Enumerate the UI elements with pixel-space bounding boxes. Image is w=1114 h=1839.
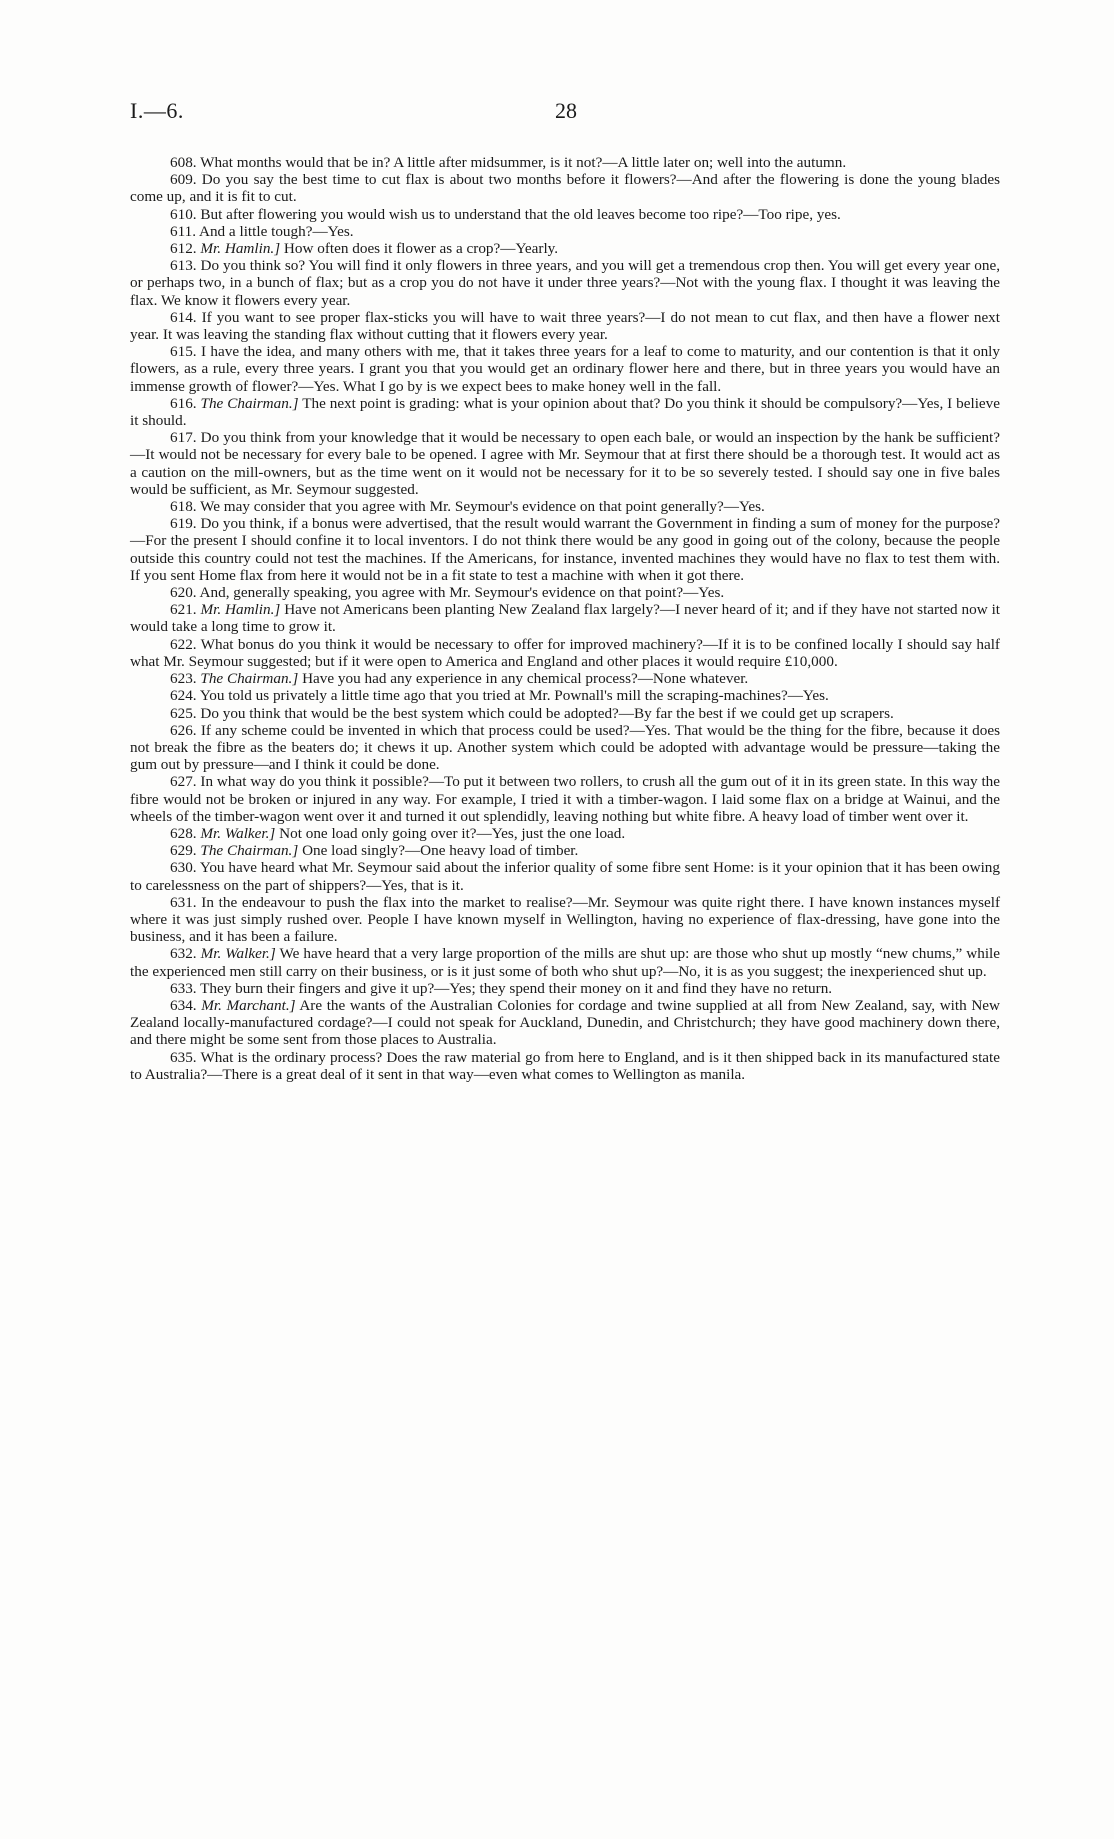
- evidence-paragraph: [130, 980, 1000, 997]
- evidence-paragraph: [130, 171, 1000, 205]
- evidence-paragraph: [130, 257, 1000, 309]
- question-number: 622.: [170, 635, 197, 653]
- evidence-paragraph: [130, 1049, 1000, 1083]
- question-number: 612.: [170, 240, 197, 258]
- question-number: 631.: [170, 893, 197, 911]
- question-answer-text: We may consider that you agree with Mr. Seymour's evidence on that point generally?—Yes.: [200, 498, 765, 516]
- speaker-name: Mr. Walker.]: [200, 945, 276, 963]
- question-number: 625.: [170, 704, 197, 722]
- question-number: 627.: [170, 773, 197, 791]
- question-answer-text: What months would that be in? A little after midsummer, is it not?—A little later on; well into the autumn.: [200, 154, 847, 171]
- evidence-paragraph: [130, 601, 1000, 635]
- question-number: 613.: [170, 257, 197, 275]
- question-answer-text: Have you had any experience in any chemical process?—None whatever.: [302, 670, 749, 688]
- evidence-paragraph: [130, 842, 1000, 859]
- evidence-paragraph: [130, 894, 1000, 946]
- question-number: 618.: [170, 498, 197, 516]
- speaker-name: The Chairman.]: [200, 670, 299, 688]
- question-number: 619.: [170, 515, 197, 533]
- question-answer-text: But after flowering you would wish us to understand that the old leaves become too ripe?—Too ripe, yes.: [200, 205, 841, 223]
- question-answer-text: What bonus do you think it would be necessary to offer for improved machinery?—If it is to be confined locally I should say half what Mr. Seymour suggested; but if it were open to America and England and other places it would require £10,000.: [130, 635, 1000, 670]
- evidence-paragraph: [130, 223, 1000, 240]
- question-answer-text: I have the idea, and many others with me, that it takes three years for a leaf to come to maturity, and our contention is that it only flowers, as a rule, every three years. I grant you that you would get an ordinary flower here and there, but in three years you would have an immense growth of flower?—Yes. What I go by is we expect bees to make honey well in the fall.: [130, 343, 1000, 395]
- evidence-paragraph: [130, 343, 1000, 395]
- evidence-paragraph: [130, 670, 1000, 687]
- question-number: 635.: [170, 1048, 197, 1066]
- evidence-paragraph: [130, 859, 1000, 893]
- question-answer-text: You have heard what Mr. Seymour said about the inferior quality of some fibre sent Home: is it your opinion that it has been owing to carelessness on the part of shippers?—Yes, that is it.: [130, 859, 1000, 894]
- question-answer-text: In what way do you think it possible?—To put it between two rollers, to crush all the gum out of it in its green state. In this way the fibre would not be broken or injured in any way. For example, I tried it with a timber-wagon. I laid some flax on a bridge at Wainui, and the wheels of the timber-wagon went over it and turned it out splendidly, leaving nothing but white fibre. A heavy load of timber went over it.: [130, 773, 1001, 825]
- question-answer-text: Do you think so? You will find it only flowers in three years, and you will get a tremendous crop then. You will get every year one, or perhaps two, in a bunch of flax; but as a crop you do not have it under three years?—Not with the young flax. I thought it was leaving the flax. We know it flowers every year.: [130, 257, 1000, 309]
- speaker-name: Mr. Hamlin.]: [200, 601, 281, 619]
- question-number: 634.: [170, 996, 197, 1014]
- question-number: 609.: [170, 171, 197, 189]
- page-header: [130, 98, 1002, 128]
- question-number: 615.: [170, 343, 197, 361]
- speaker-name: Mr. Walker.]: [200, 824, 276, 842]
- question-answer-text: Do you think, if a bonus were advertised, that the result would warrant the Government in finding a sum of money for the purpose?—For the present I should confine it to local inventors. I do not think there would be any good in going out of the colony, because the people outside this country could not test the machines. If the Americans, for instance, invented machines they would have no flax to test them with. If you sent Home flax from here it would not be in a fit state to test a machine with when it got there.: [130, 515, 1001, 584]
- question-number: 628.: [170, 824, 197, 842]
- evidence-paragraph: [130, 687, 1000, 704]
- question-number: 633.: [170, 979, 197, 997]
- speaker-name: Mr. Marchant.]: [201, 996, 296, 1014]
- evidence-paragraph: [130, 705, 1000, 722]
- evidence-text: [130, 154, 1000, 1083]
- question-answer-text: In the endeavour to push the flax into the market to realise?—Mr. Seymour was quite right there. I have known instances myself where it was just simply rushed over. People I have known myself in Wellington, having no experience of flax-dressing, have gone into the business, and it has been a failure.: [130, 893, 1000, 946]
- speaker-name: Mr. Hamlin.]: [200, 240, 281, 258]
- question-answer-text: What is the ordinary process? Does the raw material go from here to England, and is it then shipped back in its manufactured state to Australia?—There is a great deal of it sent in that way—even what comes to Wellington as manila.: [130, 1048, 1000, 1083]
- evidence-paragraph: [130, 429, 1000, 498]
- question-answer-text: Do you think that would be the best system which could be adopted?—By far the best if we could get up scrapers.: [200, 704, 894, 722]
- question-answer-text: Not one load only going over it?—Yes, just the one load.: [279, 824, 626, 842]
- question-number: 611.: [170, 222, 197, 240]
- document-reference: I.—6.: [130, 98, 184, 123]
- question-number: 624.: [170, 687, 197, 705]
- question-number: 621.: [170, 601, 197, 619]
- question-number: 616.: [170, 394, 197, 412]
- evidence-paragraph: [130, 945, 1000, 979]
- question-number: 617.: [170, 429, 197, 447]
- speaker-name: The Chairman.]: [200, 842, 299, 860]
- evidence-paragraph: [130, 584, 1000, 601]
- evidence-paragraph: [130, 154, 1000, 171]
- evidence-paragraph: [130, 997, 1000, 1049]
- question-number: 632.: [170, 945, 197, 963]
- question-number: 610.: [170, 205, 197, 223]
- question-answer-text: How often does it flower as a crop?—Yearly.: [283, 240, 559, 258]
- speaker-name: The Chairman.]: [200, 394, 299, 412]
- evidence-paragraph: [130, 395, 1000, 429]
- question-number: 626.: [170, 721, 197, 739]
- question-number: 629.: [170, 842, 197, 860]
- question-answer-text: If you want to see proper flax-sticks you will have to wait three years?—I do not mean to cut flax, and then have a flower next year. It was leaving the standing flax without cutting that it flowers every year.: [130, 308, 1000, 344]
- question-number: 608.: [170, 154, 197, 171]
- evidence-paragraph: [130, 498, 1000, 515]
- question-answer-text: One load singly?—One heavy load of timber.: [302, 842, 579, 860]
- question-number: 614.: [170, 308, 197, 326]
- question-answer-text: Do you think from your knowledge that it would be necessary to open each bale, or would an inspection by the hank be sufficient?—It would not be necessary for every bale to be opened. I agree with Mr. Seymour that at first there should be a thorough test. It would act as a caution on the mill-owners, but as the time went on it would not be necessary for it to be so severely tested. I should say one in five bales would be sufficient, as Mr. Seymour suggested.: [130, 429, 1001, 498]
- question-answer-text: You told us privately a little time ago that you tried at Mr. Pownall's mill the scraping-machines?—Yes.: [199, 687, 829, 705]
- evidence-paragraph: [130, 636, 1000, 670]
- evidence-paragraph: [130, 206, 1000, 223]
- evidence-paragraph: [130, 515, 1000, 584]
- question-answer-text: And a little tough?—Yes.: [198, 222, 354, 240]
- question-answer-text: We have heard that a very large proportion of the mills are shut up: are those who shut up mostly “new chums,” while the experienced men still carry on their business, or is it just some of both who shut up?—No, it is as you suggest; the inexperienced shut up.: [130, 945, 1000, 980]
- question-answer-text: Are the wants of the Australian Colonies for cordage and twine supplied at all from New Zealand, say, with New Zealand locally-manufactured cordage?—I could not speak for Auckland, Dunedin, and Christchurch; they have good machinery down there, and there might be some sent from those places to Australia.: [130, 996, 1000, 1049]
- question-number: 623.: [170, 670, 197, 688]
- question-answer-text: Have not Americans been planting New Zealand flax largely?—I never heard of it; and if they have not started now it would take a long time to grow it.: [130, 601, 1001, 636]
- question-answer-text: Do you say the best time to cut flax is about two months before it flowers?—And after the flowering is done the young blades come up, and it is fit to cut.: [130, 171, 1001, 206]
- question-number: 630.: [170, 859, 197, 877]
- evidence-paragraph: [130, 722, 1000, 774]
- evidence-paragraph: [130, 240, 1000, 257]
- question-answer-text: They burn their fingers and give it up?—Yes; they spend their money on it and find they have no return.: [200, 979, 833, 997]
- evidence-paragraph: [130, 773, 1000, 825]
- question-answer-text: The next point is grading: what is your opinion about that? Do you think it should be compulsory?—Yes, I believe it should.: [130, 394, 1001, 430]
- evidence-paragraph: [130, 825, 1000, 842]
- question-answer-text: And, generally speaking, you agree with Mr. Seymour's evidence on that point?—Yes.: [199, 584, 725, 602]
- evidence-paragraph: [130, 309, 1000, 343]
- question-answer-text: If any scheme could be invented in which that process could be used?—Yes. That would be the thing for the fibre, because it does not break the fibre as the beaters do; it chews it up. Another system which could be adopted with advantage would be pressure—taking the gum out by pressure—and I think it could be done.: [130, 721, 1001, 774]
- page-number: 28: [555, 98, 577, 123]
- question-number: 620.: [170, 584, 197, 602]
